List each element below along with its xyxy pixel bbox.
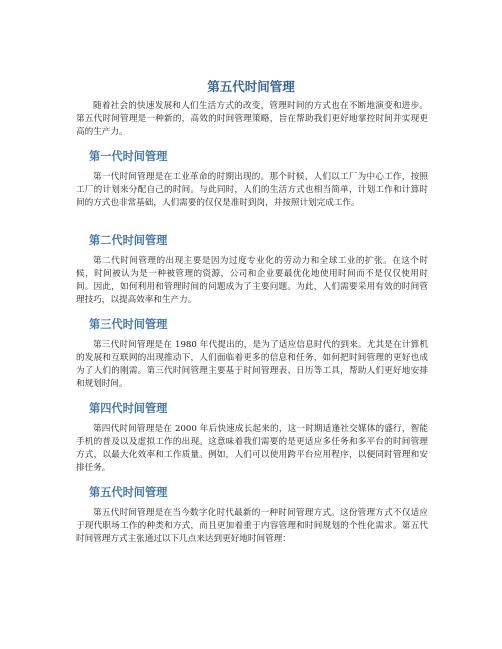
section-heading-5: 第五代时间管理	[89, 486, 168, 499]
section-heading-4: 第四代时间管理	[89, 402, 168, 415]
section-body-3: 第三代时间管理是在 1980 年代提出的，是为了适应信息时代的到来。尤其是在计算机的发展和互联网的出现推动下，人们面临着更多的信息和任务，如何把时间管理的更好也成为了人们的刚需。第三代时间管理主要基于时间管理表、日历等工具，帮助人们更好地安排和规划时间。	[76, 340, 428, 389]
section-body-4: 第四代时间管理是在 2000 年后快速成长起来的，这一时期适逢社交媒体的盛行，智能手机的普及以及虚拟工作的出现。这意味着我们需要的是更适应多任务和多平台的时间管理方式，以最大化效率和工作质量。例如，人们可以使用跨平台应用程序，以便同时管理和安排任务。	[76, 424, 428, 473]
section-heading-1: 第一代时间管理	[89, 150, 168, 163]
section-heading-2: 第二代时间管理	[89, 234, 168, 247]
section-body-2: 第二代时间管理的出现主要是因为过度专业化的劳动力和全球工业的扩张。在这个时候，时间被认为是一种被管理的资源，公司和企业要最优化地使用时间而不是仅仅使用时间。因此，如何利用和管理时间的问题成为了主要问题。为此，人们需要采用有效的时间管理技巧，以提高效率和生产力。	[76, 256, 428, 305]
intro-paragraph: 随着社会的快速发展和人们生活方式的改变，管理时间的方式也在不断地演变和进步。第五代时间管理是一种新的，高效的时间管理策略，旨在帮助我们更好地掌控时间并实现更高的生产力。	[76, 101, 428, 137]
section-body-5: 第五代时间管理是在当今数字化时代最新的一种时间管理方式。这份管理方式不仅适应于现代职场工作的种类和方式，而且更加着重于内容管理和时间规划的个性化需求。第五代时间管理方式主张通过以下几点来达到更好地时间管理：	[76, 508, 428, 544]
document-title: 第五代时间管理	[207, 79, 295, 94]
section-heading-3: 第三代时间管理	[89, 318, 168, 331]
section-body-1: 第一代时间管理是在工业革命的时期出现的。那个时候，人们以工厂为中心工作，按照工厂的计划来分配自己的时间。与此同时，人们的生活方式也相当简单，计划工作和计算时间的方式也非常基础，人们需要的仅仅是准时到岗，并按照计划完成工作。	[76, 172, 428, 208]
